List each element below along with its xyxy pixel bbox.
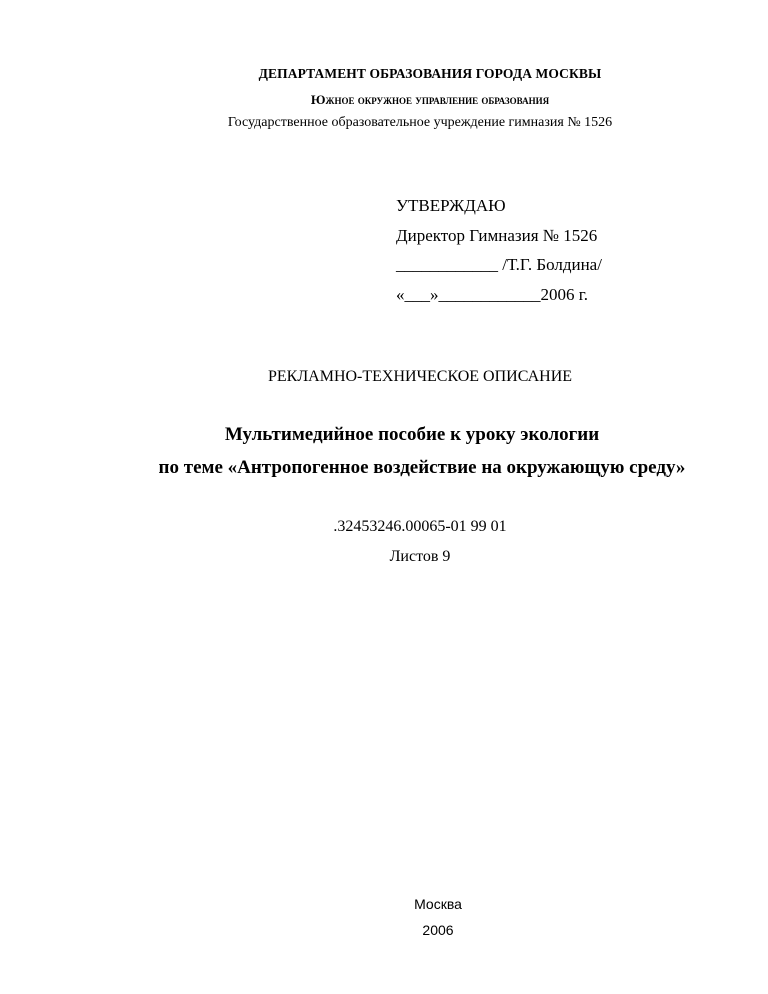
sheet-count: Листов 9 — [389, 548, 451, 565]
footer-city: Москва — [414, 896, 462, 912]
signature-line: ____________ /Т.Г. Болдина/ — [396, 255, 602, 274]
document-code: .32453246.00065-01 99 01 — [333, 518, 507, 535]
approve-label: УТВЕРЖДАЮ — [396, 196, 506, 215]
footer-year: 2006 — [422, 922, 454, 938]
document-title-line-2: по теме «Антропогенное воздействие на окружающую среду» — [158, 457, 686, 478]
document-type: РЕКЛАМНО-ТЕХНИЧЕСКОЕ ОПИСАНИЕ — [267, 368, 573, 385]
school-name: Государственное образовательное учреждение гимназия № 1526 — [227, 115, 613, 130]
district-office-heading: Южное окружное управление образования — [310, 92, 550, 107]
director-title: Директор Гимназия № 1526 — [396, 226, 598, 245]
date-line: «___»____________2006 г. — [396, 285, 589, 304]
document-title-line-1: Мультимедийное пособие к уроку экологии — [224, 424, 600, 445]
department-heading: ДЕПАРТАМЕНТ ОБРАЗОВАНИЯ ГОРОДА МОСКВЫ — [258, 66, 602, 81]
